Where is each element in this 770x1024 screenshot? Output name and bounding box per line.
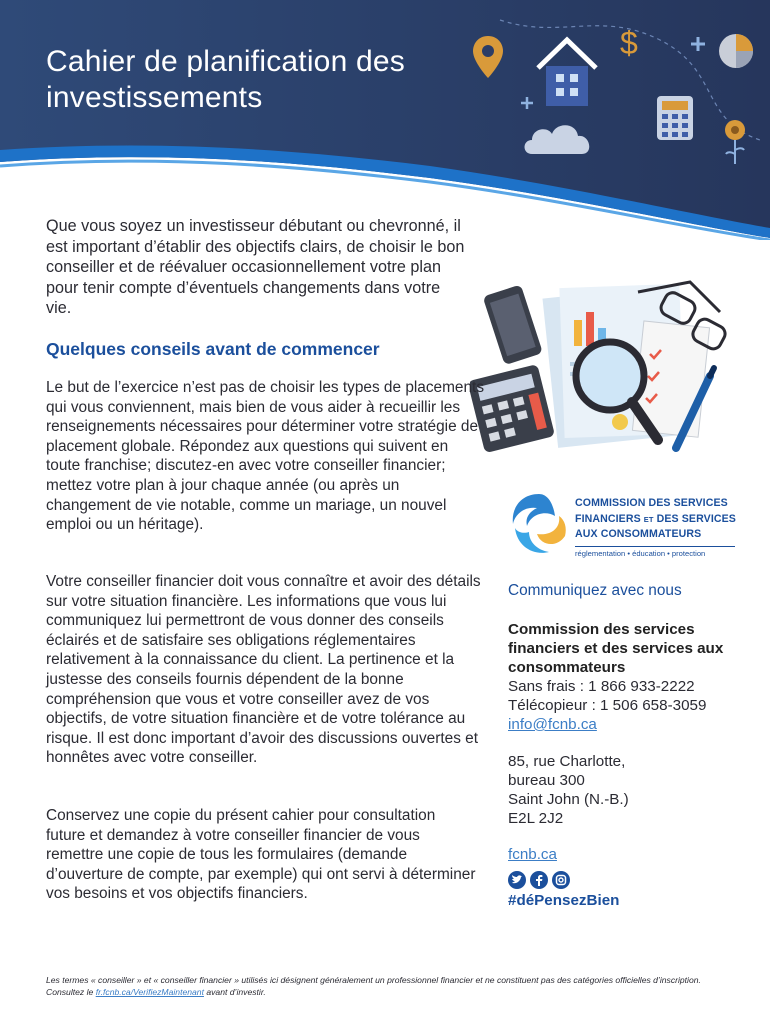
fcnb-logo-mark-icon [507, 488, 571, 560]
campaign-hashtag: #déPensezBien [508, 892, 620, 909]
page-title: Cahier de planification des investissements [46, 45, 405, 114]
logo-line-2b: ET [643, 514, 654, 524]
footnote-after: avant d’investir. [206, 987, 266, 997]
svg-text:$: $ [620, 25, 638, 60]
smartphone-icon [483, 284, 543, 365]
location-pin-icon [470, 34, 506, 82]
intro-paragraph: Que vous soyez un investisseur débutant ou chevronné, il est important d’établir des objectifs clairs, de choisir le bon conseiller et de réévaluer occasionnellement votre plan pour tenir compte d’éventuels changements dans votre vie. [46, 217, 465, 318]
plus-icon [690, 36, 706, 52]
fcnb-logo [507, 488, 752, 560]
website-link[interactable]: fcnb.ca [508, 846, 557, 863]
address-line-3: Saint John (N.-B.) [508, 791, 629, 808]
investment-illustration [470, 272, 730, 452]
dollar-sign-icon [618, 24, 642, 60]
address-line-1: 85, rue Charlotte, [508, 753, 626, 770]
logo-line-2c: DES SERVICES [656, 512, 736, 525]
contact-organization: Commission des services financiers et des services aux consommateurs [508, 621, 724, 676]
pie-chart-icon [717, 32, 755, 70]
instagram-icon[interactable] [552, 871, 570, 889]
contact-fax: Télécopieur : 1 506 658-3059 [508, 697, 707, 714]
footnote-text: Les termes « conseiller » et « conseiller financier » utilisés ici désignent généralement un professionnel financier et ne constituent pas des catégories officielles d’inscription. Consultez le [46, 975, 701, 997]
logo-divider [575, 546, 735, 547]
tips-heading: Quelques conseils avant de commencer [46, 339, 380, 359]
flower-icon [718, 118, 752, 166]
tips-paragraph-3: Conservez une copie du présent cahier pour consultation future et demandez à votre conseiller financier de vous remettre une copie de tous les formulaires (demande d’ouverture de compte, par exemple) qui ont servi à déterminer vos besoins et vos objectifs financiers. [46, 807, 476, 903]
social-links [508, 871, 570, 889]
contact-heading: Communiquez avec nous [508, 582, 682, 599]
twitter-icon[interactable] [508, 871, 526, 889]
contact-phone: Sans frais : 1 866 933-2222 [508, 678, 695, 695]
tips-paragraph-1: Le but de l’exercice n’est pas de choisir les types de placements qui vous conviennent, mais bien de vous aider à recueillir les renseignements nécessaires pour déterminer votre stratégie de placement globale. Répondez aux questions qui suivent en toute franchise; discutez-en avec votre conseiller financier; mettez votre plan à jour chaque année (ou après un changement de vie notable, comme un mariage, un nouvel emploi ou un héritage). [46, 379, 485, 534]
facebook-icon[interactable] [530, 871, 548, 889]
contact-address [508, 752, 758, 828]
header-banner [0, 0, 770, 240]
logo-line-1: COMMISSION DES SERVICES [575, 497, 728, 509]
fcnb-logo-text [575, 496, 755, 543]
house-icon [532, 34, 602, 106]
calculator-icon [655, 94, 695, 142]
contact-details [508, 677, 758, 734]
address-line-2: bureau 300 [508, 772, 585, 789]
footnote-link[interactable]: fr.fcnb.ca/VerifiezMaintenant [95, 987, 204, 997]
cloud-icon [520, 108, 602, 158]
footnote [46, 974, 736, 998]
contact-email-link[interactable]: info@fcnb.ca [508, 716, 597, 733]
logo-tagline: réglementation • éducation • protection [575, 549, 706, 558]
tips-paragraph-2: Votre conseiller financier doit vous connaître et avoir des détails sur votre situation financière. Les informations que vous lui communiquez lui permettront de vous donner des conseils éclairés et de satisfaire ses obligations réglementaires relativement à la connaissance du client. La pertinence et la justesse des conseils fournis dépendent de la bonne compréhension que vous et votre conseiller avez de vos objectifs, de votre situation financière et de votre tolérance au risque. Il est donc important d’avoir des discussions ouvertes et honnêtes avec votre conseiller. [46, 573, 481, 767]
logo-line-2a: FINANCIERS [575, 512, 641, 525]
address-line-4: E2L 2J2 [508, 810, 564, 827]
logo-line-3: AUX CONSOMMATEURS [575, 528, 702, 540]
